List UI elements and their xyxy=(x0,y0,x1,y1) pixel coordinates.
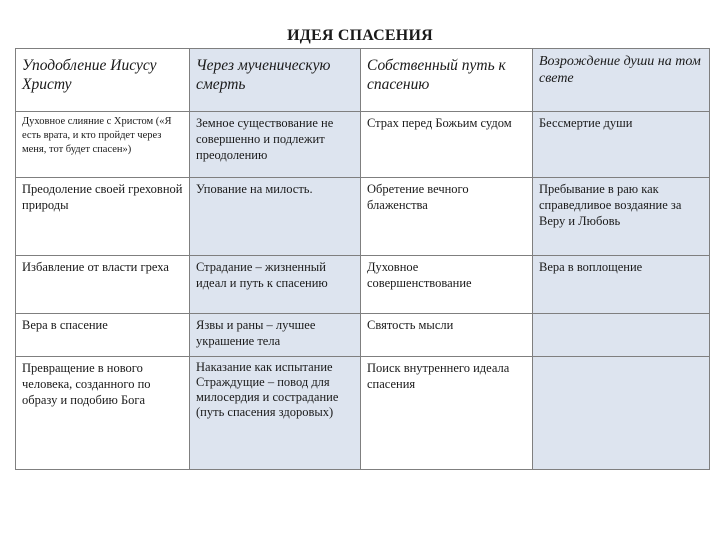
header-cell-afterlife-rebirth: Возрождение души на том свете xyxy=(533,49,710,112)
table-row xyxy=(16,314,710,357)
header-cell-martyrdom: Через мученическую смерть xyxy=(190,49,361,112)
table-row xyxy=(16,112,710,178)
table-cell: Наказание как испытание Страждущие – повод для милосердия и сострадание (путь спасения здоровых) xyxy=(190,357,361,470)
table-row xyxy=(16,178,710,256)
table-cell: Святость мысли xyxy=(361,314,533,357)
table-cell: Земное существование не совершенно и подлежит преодолению xyxy=(190,112,361,178)
header-cell-christ-likeness: Уподобление Иисусу Христу xyxy=(16,49,190,112)
table-cell: Вера в спасение xyxy=(16,314,190,357)
table-header-row xyxy=(16,49,710,112)
table-cell xyxy=(533,357,710,470)
table-cell: Упование на милость. xyxy=(190,178,361,256)
salvation-table xyxy=(15,48,710,470)
table-cell: Пребывание в раю как справедливое воздаяние за Веру и Любовь xyxy=(533,178,710,256)
table-cell: Превращение в нового человека, созданного по образу и подобию Бога xyxy=(16,357,190,470)
page-title: ИДЕЯ СПАСЕНИЯ xyxy=(287,27,433,44)
table-cell: Язвы и раны – лучшее украшение тела xyxy=(190,314,361,357)
table-cell: Страх перед Божьим судом xyxy=(361,112,533,178)
table-cell: Духовное совершенствование xyxy=(361,256,533,314)
table-cell xyxy=(533,314,710,357)
header-cell-own-path: Собственный путь к спасению xyxy=(361,49,533,112)
table-cell: Страдание – жизненный идеал и путь к спасению xyxy=(190,256,361,314)
table-cell: Бессмертие души xyxy=(533,112,710,178)
table-row xyxy=(16,256,710,314)
table-cell: Вера в воплощение xyxy=(533,256,710,314)
table-cell: Поиск внутреннего идеала спасения xyxy=(361,357,533,470)
table-cell: Духовное слияние с Христом («Я есть врата, и кто пройдет через меня, тот будет спасен») xyxy=(16,112,190,178)
table-cell: Преодоление своей греховной природы xyxy=(16,178,190,256)
table-row xyxy=(16,357,710,470)
table-cell: Обретение вечного блаженства xyxy=(361,178,533,256)
table-cell: Избавление от власти греха xyxy=(16,256,190,314)
